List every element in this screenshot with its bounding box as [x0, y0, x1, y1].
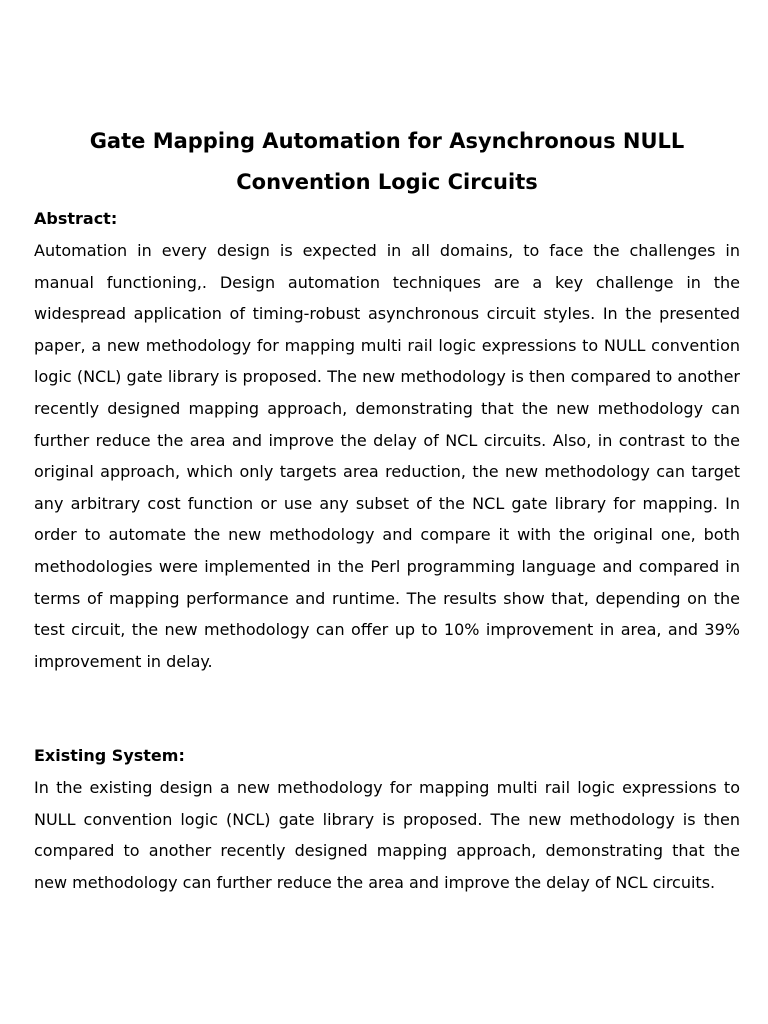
- existing-system-heading: Existing System:: [34, 746, 185, 765]
- existing-system-paragraph: In the existing design a new methodology for mapping multi rail logic expressions to NULL convention logic (NCL) gate library is proposed. The new methodology is then compared to another recently designed mapping approach, demonstrating that the new methodology can further reduce the area and improve the delay of NCL circuits.: [34, 778, 740, 892]
- abstract-heading: Abstract:: [34, 209, 118, 228]
- abstract-paragraph: Automation in every design is expected in all domains, to face the challenges in manual functioning,. Design automation techniques are a key challenge in the widespread application of timing-robust asynchronous circuit styles. In the presented paper, a new methodology for mapping multi rail logic expressions to NULL convention logic (NCL) gate library is proposed. The new methodology is then compared to another recently designed mapping approach, demonstrating that the new methodology can further reduce the area and improve the delay of NCL circuits. Also, in contrast to the original approach, which only targets area reduction, the new methodology can target any arbitrary cost function or use any subset of the NCL gate library for mapping. In order to automate the new methodology and compare it with the original one, both methodologies were implemented in the Perl programming language and compared in terms of mapping performance and runtime. The results show that, depending on the test circuit, the new methodology can offer up to 10% improvement in area, and 39% improvement in delay.: [34, 241, 740, 671]
- document-title: Gate Mapping Automation for Asynchronous NULL Convention Logic Circuits: [89, 129, 685, 194]
